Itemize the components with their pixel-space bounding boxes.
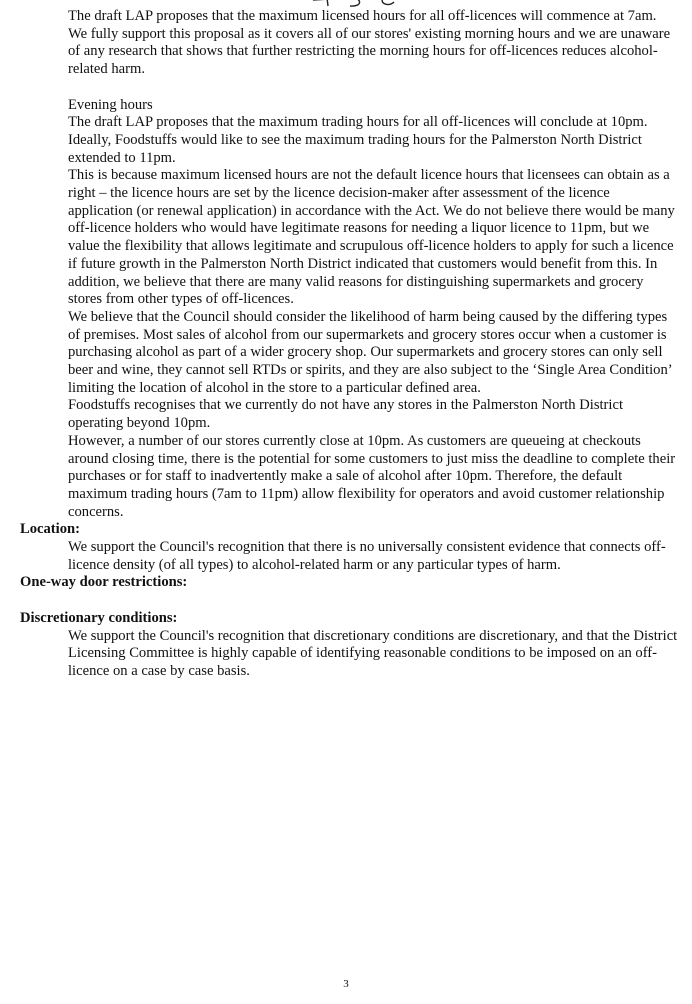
paragraph-morning-hours: The draft LAP proposes that the maximum licensed hours for all off-licences will commence at 7am. We fully support this proposal as it covers all of our stores' existing morning hours and we are unaware of any research that shows that further restricting the morning hours for off-licences reduces alcohol-related harm. [68,8,671,78]
heading-discretionary-conditions: Discretionary conditions: [20,609,178,626]
paragraph-location: We support the Council's recognition that there is no universally consistent evidence that connects off-licence density (of all types) to alcohol-related harm or any particular types of harm. [68,539,666,573]
paragraph-discretionary: We support the Council's recognition that discretionary conditions are discretionary, and that the District Licensing Committee is highly capable of identifying reasonable conditions to be imposed on an off-licence on a case by case basis. [68,627,678,679]
heading-evening-hours: Evening hours [68,96,153,113]
handwritten-mark-icon [300,0,420,8]
page-number: 3 [343,978,349,990]
paragraph-evening-proposal: The draft LAP proposes that the maximum trading hours for all off-licences will conclude at 10pm. Ideally, Foodstuffs would like to see the maximum trading hours for the Palmerston North District extended to 11pm. [68,114,648,166]
paragraph-evening-reason: This is because maximum licensed hours are not the default licence hours that licensees can obtain as a right – the licence hours are set by the licence decision-maker after assessment of the licence application (or renewal application) in accordance with the Act. We do not believe there would be many off-licence holders who would have legitimate reasons for needing a liquor licence to 11pm, but we value the flexibility that allows legitimate and scrupulous off-licence holders to apply for such a licence if future growth in the Palmerston North District indicated that customers would benefit from this. In addition, we believe that there are many valid reasons for distinguishing supermarkets and grocery stores from other types of off-licences. [68,167,675,308]
paragraph-evening-closing: However, a number of our stores currently close at 10pm. As customers are queueing at checkouts around closing time, there is the potential for some customers to just miss the deadline to complete their purchases or for staff to inadvertently make a sale of alcohol after 10pm. Therefore, the default maximum trading hours (7am to 11pm) allow flexibility for operators and avoid customer relationship concerns. [68,432,676,520]
paragraph-evening-current: Foodstuffs recognises that we currently do not have any stores in the Palmerston North District operating beyond 10pm. [68,397,623,432]
heading-location: Location: [20,521,80,538]
document-body [20,8,678,681]
paragraph-evening-harm: We believe that the Council should consider the likelihood of harm being caused by the differing types of premises. Most sales of alcohol from our supermarkets and grocery stores occur when a customer is purchasing alcohol as part of a wider grocery shop. Our supermarkets and grocery stores can only sell beer and wine, they cannot sell RTDs or spirits, and they are also subject to the ‘Single Area Condition’ limiting the location of alcohol in the store to a particular defined area. [68,308,672,396]
heading-one-way-door: One-way door restrictions: [20,574,188,591]
